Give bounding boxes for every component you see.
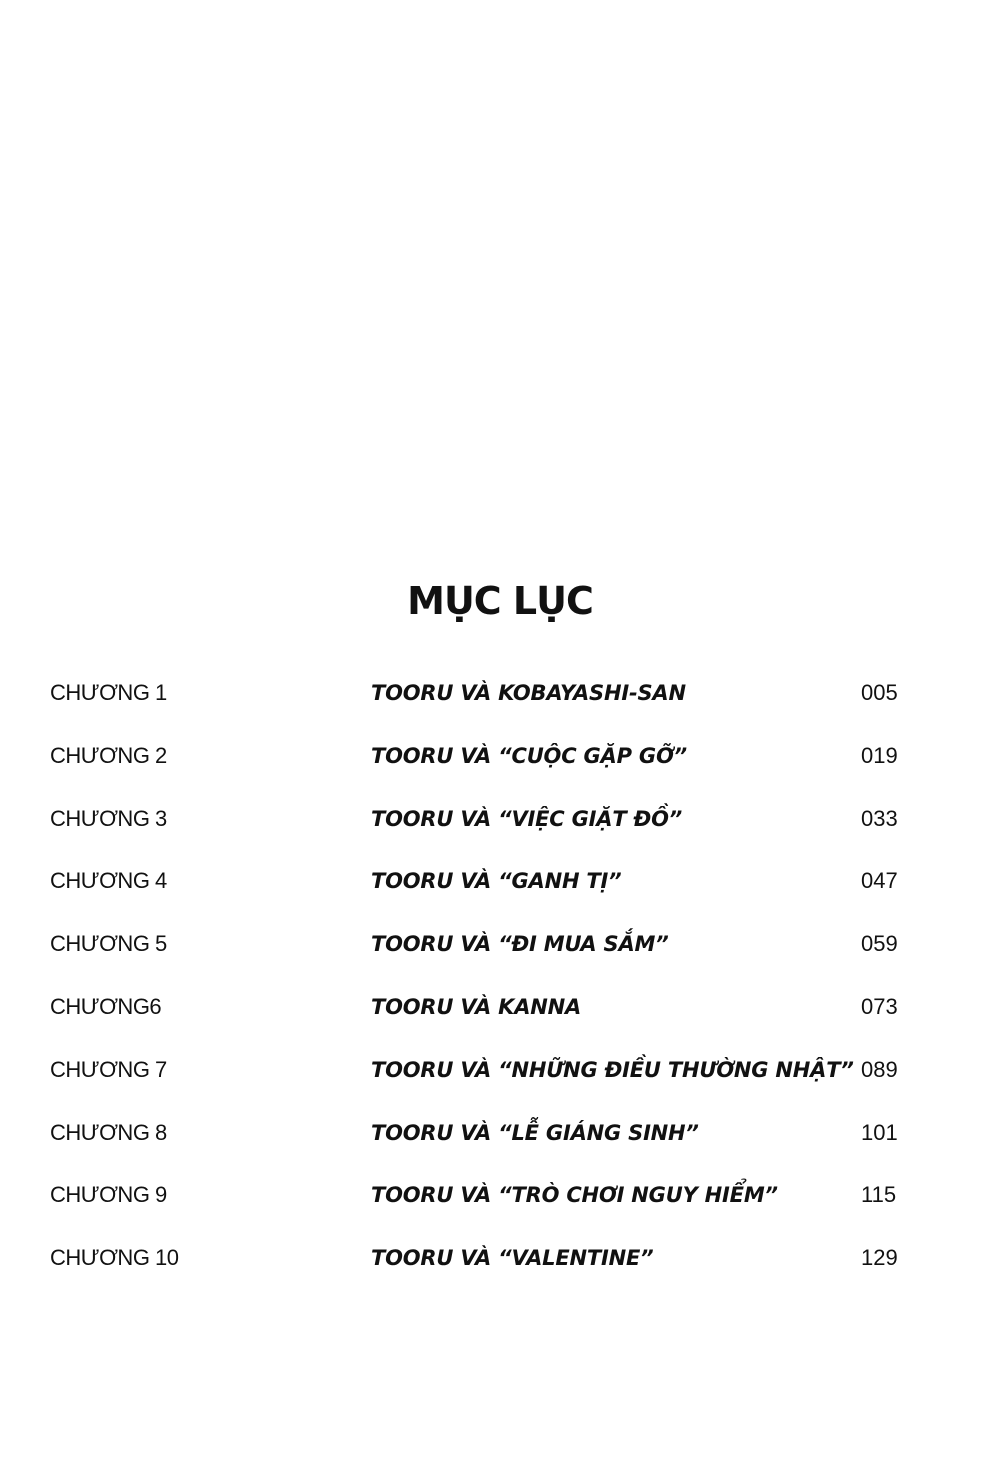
chapter-title: TOORU VÀ “LỄ GIÁNG SINH” xyxy=(371,1120,699,1145)
chapter-page-number: 059 xyxy=(861,931,898,957)
chapter-title: TOORU VÀ “VALENTINE” xyxy=(371,1246,654,1271)
chapter-page-number: 129 xyxy=(861,1245,898,1271)
chapter-page-number: 005 xyxy=(861,680,898,705)
toc-entry[interactable] xyxy=(0,724,1000,787)
toc-entry[interactable] xyxy=(0,1101,1000,1164)
toc-entry[interactable] xyxy=(0,912,1000,975)
chapter-title: TOORU VÀ “VIỆC GIẶT ĐỒ” xyxy=(371,806,683,831)
chapter-label: CHƯƠNG 8 xyxy=(50,1119,167,1145)
chapter-label: CHƯƠNG 10 xyxy=(50,1245,179,1271)
chapter-page-number: 019 xyxy=(861,742,898,768)
chapter-page-number: 047 xyxy=(861,868,898,894)
chapter-label: CHƯƠNG 2 xyxy=(50,742,167,768)
chapter-title: TOORU VÀ “CUỘC GẶP GỠ” xyxy=(371,743,687,768)
chapter-label: CHƯƠNG 7 xyxy=(50,1056,167,1082)
chapter-page-number: 089 xyxy=(861,1056,898,1082)
toc-entry[interactable] xyxy=(0,1226,1000,1289)
chapter-label: CHƯƠNG 1 xyxy=(50,680,167,705)
chapter-title: TOORU VÀ “GANH TỊ” xyxy=(371,869,622,894)
chapter-title: TOORU VÀ “NHỮNG ĐIỀU THƯỜNG NHẬT” xyxy=(371,1057,854,1082)
chapter-label: CHƯƠNG6 xyxy=(50,993,162,1019)
chapter-title: TOORU VÀ “TRÒ CHƠI NGUY HIỂM” xyxy=(371,1183,778,1208)
chapter-page-number: 033 xyxy=(861,805,898,831)
chapter-page-number: 101 xyxy=(861,1119,898,1145)
chapter-page-number: 073 xyxy=(861,993,898,1019)
chapter-title: TOORU VÀ KOBAYASHI-SAN xyxy=(371,681,686,705)
toc-entry[interactable] xyxy=(0,849,1000,912)
toc-title: MỤC LỤC xyxy=(407,579,593,623)
chapter-title: TOORU VÀ “ĐI MUA SẮM” xyxy=(371,932,669,957)
chapter-title: TOORU VÀ KANNA xyxy=(371,994,582,1019)
toc-entry[interactable] xyxy=(0,975,1000,1038)
toc-entry[interactable] xyxy=(0,661,1000,724)
toc-entry[interactable] xyxy=(0,1163,1000,1226)
toc-entry[interactable] xyxy=(0,1038,1000,1101)
chapter-label: CHƯƠNG 5 xyxy=(50,931,167,957)
toc-list xyxy=(0,661,1000,1289)
chapter-label: CHƯƠNG 3 xyxy=(50,805,167,831)
chapter-page-number: 115 xyxy=(861,1182,897,1208)
toc-entry[interactable] xyxy=(0,787,1000,850)
chapter-label: CHƯƠNG 4 xyxy=(50,868,167,894)
chapter-label: CHƯƠNG 9 xyxy=(50,1182,167,1208)
